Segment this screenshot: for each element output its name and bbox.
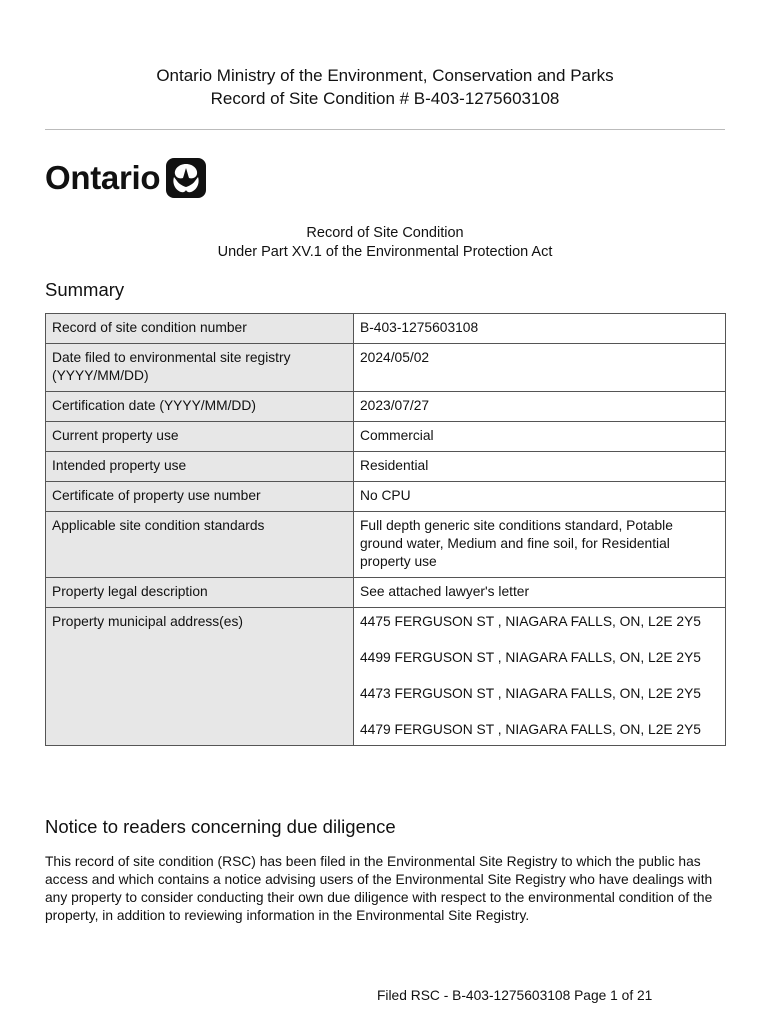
row-label: Certification date (YYYY/MM/DD) — [46, 392, 354, 422]
address-item: 4473 FERGUSON ST , NIAGARA FALLS, ON, L2E 2Y5 — [360, 686, 701, 701]
ontario-logo — [45, 158, 206, 198]
ontario-wordmark: Ontario — [45, 159, 161, 196]
row-label: Current property use — [46, 422, 354, 452]
table-row — [46, 344, 726, 392]
table-row — [46, 392, 726, 422]
notice-paragraph: This record of site condition (RSC) has been filed in the Environmental Site Registry to which the public has access and which contains a notice advising users of the Environmental Site Registry who have dealings with any property to consider conducting their own due diligence with respect to the environmental condition of the property, in addition to reviewing information in the Environmental Site Registry. — [45, 854, 713, 923]
document-subheader — [0, 224, 770, 262]
address-list — [354, 608, 726, 746]
summary-table — [45, 313, 726, 746]
table-row — [46, 452, 726, 482]
address-item: 4479 FERGUSON ST , NIAGARA FALLS, ON, L2E 2Y5 — [360, 722, 701, 737]
table-row — [46, 314, 726, 344]
row-value: See attached lawyer's letter — [354, 578, 726, 608]
subheader-act: Under Part XV.1 of the Environmental Protection Act — [217, 244, 553, 260]
row-label: Intended property use — [46, 452, 354, 482]
ministry-title: Ontario Ministry of the Environment, Conservation and Parks — [156, 66, 614, 85]
summary-heading: Summary — [45, 279, 125, 300]
table-row — [46, 482, 726, 512]
document-header — [0, 64, 770, 110]
record-number-title: Record of Site Condition # B-403-1275603108 — [210, 89, 560, 108]
row-label: Applicable site condition standards — [46, 512, 354, 578]
table-row — [46, 608, 726, 746]
row-label: Property legal description — [46, 578, 354, 608]
page-footer: Filed RSC - B-403-1275603108 Page 1 of 21 — [377, 988, 653, 1003]
table-row — [46, 512, 726, 578]
row-label: Record of site condition number — [46, 314, 354, 344]
notice-heading: Notice to readers concerning due diligence — [45, 816, 396, 837]
address-item: 4499 FERGUSON ST , NIAGARA FALLS, ON, L2E 2Y5 — [360, 650, 701, 665]
row-value: B-403-1275603108 — [354, 314, 726, 344]
trillium-icon — [166, 158, 206, 198]
row-value: 2023/07/27 — [354, 392, 726, 422]
row-label: Certificate of property use number — [46, 482, 354, 512]
table-row — [46, 422, 726, 452]
row-value: 2024/05/02 — [354, 344, 726, 392]
address-item: 4475 FERGUSON ST , NIAGARA FALLS, ON, L2E 2Y5 — [360, 614, 701, 629]
table-row — [46, 578, 726, 608]
header-divider — [45, 129, 725, 130]
row-value: Commercial — [354, 422, 726, 452]
row-label: Property municipal address(es) — [46, 608, 354, 746]
row-value: Residential — [354, 452, 726, 482]
row-value: Full depth generic site conditions standard, Potable ground water, Medium and fine soil, for Residential property use — [354, 512, 726, 578]
row-label: Date filed to environmental site registry (YYYY/MM/DD) — [46, 344, 354, 392]
subheader-title: Record of Site Condition — [306, 225, 464, 241]
row-value: No CPU — [354, 482, 726, 512]
